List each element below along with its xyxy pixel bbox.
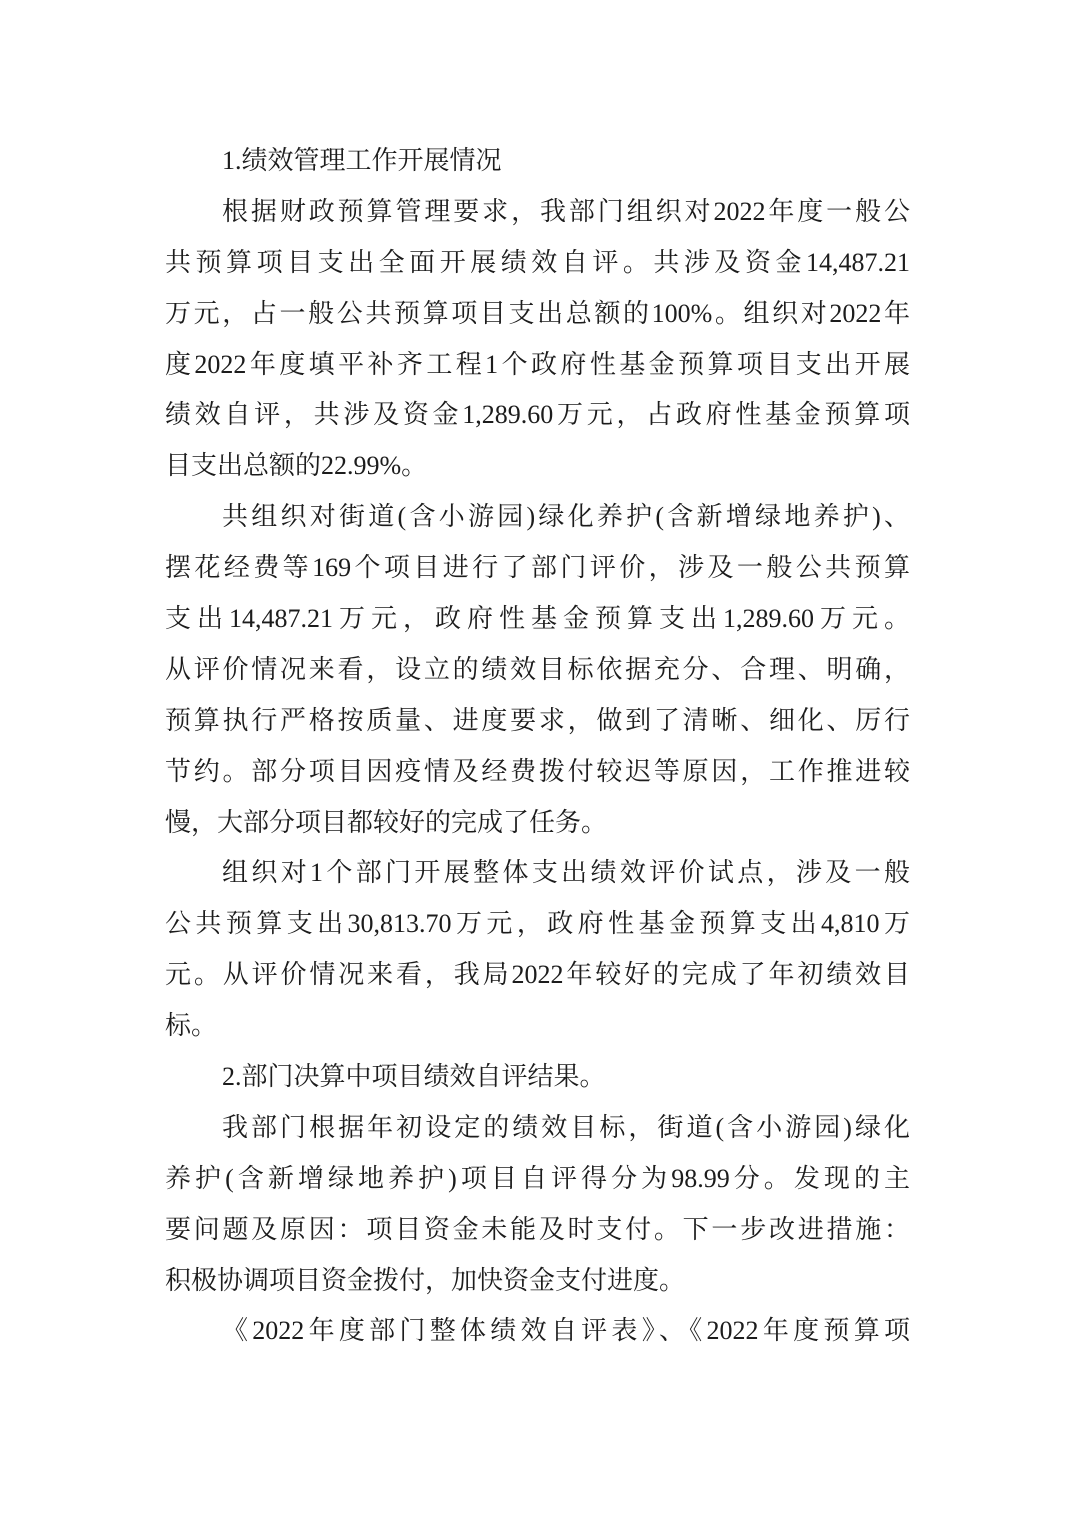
paragraph-line: 节约。部分项目因疫情及经费拨付较迟等原因，工作推进较 bbox=[165, 756, 910, 786]
paragraph-line: 根据财政预算管理要求，我部门组织对2022年度一般公 bbox=[222, 196, 910, 226]
paragraph-line: 预算执行严格按质量、进度要求，做到了清晰、细化、厉行 bbox=[165, 705, 910, 735]
paragraph-project-results bbox=[165, 1103, 910, 1307]
paragraph-line: 目支出总额的22.99%。 bbox=[165, 451, 428, 481]
paragraph-line: 《2022年度部门整体绩效自评表》、《2022年度预算项 bbox=[222, 1316, 910, 1346]
paragraph-line: 要问题及原因：项目资金未能及时支付。下一步改进措施： bbox=[165, 1214, 910, 1244]
paragraph-line: 积极协调项目资金拨付，加快资金支付进度。 bbox=[165, 1265, 686, 1295]
paragraph-overall-pilot bbox=[165, 848, 910, 1052]
paragraph-line: 支出14,487.21万元，政府性基金预算支出1,289.60万元。 bbox=[165, 604, 910, 634]
paragraph-line: 万元，占一般公共预算项目支出总额的100%。组织对2022年 bbox=[165, 298, 910, 328]
section-heading-2 bbox=[165, 1052, 910, 1103]
paragraph-line: 度2022年度填平补齐工程1个政府性基金预算项目支出开展 bbox=[165, 349, 910, 379]
section-heading-1 bbox=[165, 136, 910, 187]
paragraph-line: 组织对1个部门开展整体支出绩效评价试点，涉及一般 bbox=[222, 858, 910, 888]
paragraph-line: 慢，大部分项目都较好的完成了任务。 bbox=[165, 807, 608, 837]
paragraph-line: 公共预算支出30,813.70万元，政府性基金预算支出4,810万 bbox=[165, 909, 910, 939]
paragraph-line: 养护(含新增绿地养护)项目自评得分为98.99分。发现的主 bbox=[165, 1163, 910, 1193]
paragraph-line: 从评价情况来看，设立的绩效目标依据充分、合理、明确， bbox=[165, 654, 910, 684]
paragraph-line: 共预算项目支出全面开展绩效自评。共涉及资金14,487.21 bbox=[165, 247, 910, 277]
paragraph-line: 摆花经费等169个项目进行了部门评价，涉及一般公共预算 bbox=[165, 553, 910, 583]
paragraph-self-evaluation-scope bbox=[165, 187, 910, 492]
document-body bbox=[165, 136, 910, 1357]
paragraph-line: 我部门根据年初设定的绩效目标，街道(含小游园)绿化 bbox=[222, 1112, 910, 1142]
heading-line: 2.部门决算中项目绩效自评结果。 bbox=[222, 1062, 606, 1092]
paragraph-department-evaluation bbox=[165, 492, 910, 848]
paragraph-line: 绩效自评，共涉及资金1,289.60万元，占政府性基金预算项 bbox=[165, 400, 910, 430]
paragraph-line: 标。 bbox=[165, 1011, 218, 1041]
paragraph-attached-tables bbox=[165, 1306, 910, 1357]
paragraph-line: 元。从评价情况来看，我局2022年较好的完成了年初绩效目 bbox=[165, 960, 910, 990]
paragraph-line: 共组织对街道(含小游园)绿化养护(含新增绿地养护)、 bbox=[222, 502, 910, 532]
heading-line: 1.绩效管理工作开展情况 bbox=[222, 146, 502, 175]
